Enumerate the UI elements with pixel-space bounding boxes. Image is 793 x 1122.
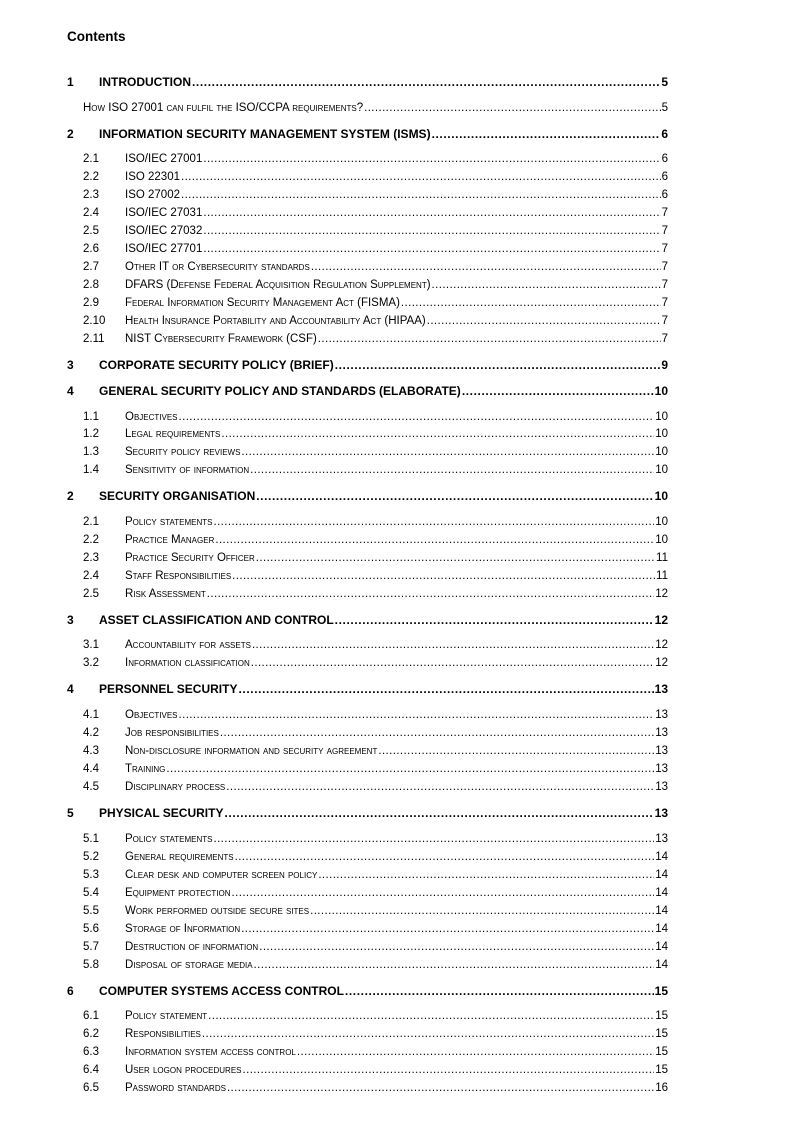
toc-subsection-entry[interactable] <box>83 725 668 741</box>
toc-entry-title: ISO/IEC 27032 <box>125 225 203 237</box>
toc-entry-title: Storage of Information <box>125 923 241 935</box>
toc-dot-leader <box>203 241 660 257</box>
toc-entry-number: 4 <box>67 682 74 696</box>
toc-page-number: 12 <box>655 639 668 651</box>
toc-entry-number: 3.2 <box>83 657 99 669</box>
toc-entry-number: 2.6 <box>83 243 99 255</box>
toc-entry-title: Other IT or Cybersecurity standards <box>125 261 310 273</box>
toc-entry-number: 4.4 <box>83 763 99 775</box>
toc-entry-title: Security policy reviews <box>125 446 241 458</box>
toc-entry-number: 6.2 <box>83 1028 99 1040</box>
toc-page-number: 10 <box>654 384 668 398</box>
toc-subsection-entry[interactable] <box>83 655 668 671</box>
toc-entry-number: 2.11 <box>83 333 105 345</box>
toc-dot-leader <box>243 1062 655 1078</box>
toc-page-number: 15 <box>655 1028 668 1040</box>
toc-entry-number: 2.1 <box>83 516 99 528</box>
toc-dot-leader <box>256 550 655 566</box>
toc-subsection-entry[interactable] <box>83 1026 668 1042</box>
toc-page-number: 11 <box>656 552 668 564</box>
toc-page-number: 14 <box>655 959 668 971</box>
toc-dot-leader <box>241 921 654 937</box>
toc-entry-title: Sensitivity of information <box>125 464 250 476</box>
toc-subsection-entry[interactable] <box>83 885 668 901</box>
toc-entry-title: Password standards <box>125 1082 226 1094</box>
toc-entry-title: ISO/IEC 27031 <box>125 207 203 219</box>
toc-subsection-entry[interactable] <box>83 277 668 293</box>
toc-page-number: 7 <box>661 207 668 219</box>
toc-entry-number: 2.4 <box>83 570 99 582</box>
toc-entry-title: Work performed outside secure sites <box>125 905 310 917</box>
toc-entry-title: Non-disclosure information and security agreement <box>125 745 378 757</box>
toc-entry-number: 3 <box>67 358 74 372</box>
toc-page-number: 14 <box>655 905 668 917</box>
toc-page-number: 14 <box>655 851 668 863</box>
toc-page-number: 13 <box>655 727 668 739</box>
toc-page-number: 7 <box>661 297 668 309</box>
toc-page-number: 5 <box>661 75 668 89</box>
toc-entry-title: NIST Cybersecurity Framework (CSF) <box>125 333 317 345</box>
toc-page-number: 10 <box>655 534 668 546</box>
toc-subsection-entry[interactable] <box>83 1080 668 1096</box>
toc-subsection-entry[interactable] <box>83 295 668 311</box>
toc-entry-title: User logon procedures <box>125 1064 242 1076</box>
toc-dot-leader <box>238 681 653 697</box>
toc-dot-leader <box>179 707 655 723</box>
toc-entry-title: Practice Security Officer <box>125 552 255 564</box>
toc-page-number: 15 <box>654 984 668 998</box>
toc-subsection-entry[interactable] <box>83 313 668 329</box>
toc-entry-title: Information system access control <box>125 1046 296 1058</box>
toc-dot-leader <box>335 357 661 373</box>
toc-page-number: 10 <box>655 464 668 476</box>
toc-subsection-entry[interactable] <box>83 241 668 257</box>
toc-entry-number: 4.1 <box>83 709 99 721</box>
toc-page-number: 10 <box>655 411 668 423</box>
toc-entry-number: 6.1 <box>83 1010 99 1022</box>
toc-entry-number: 2.4 <box>83 207 99 219</box>
toc-page-number: 6 <box>661 171 668 183</box>
toc-entry-number: 2.10 <box>83 315 106 327</box>
toc-page-number: 14 <box>655 941 668 953</box>
toc-dot-leader <box>251 655 654 671</box>
toc-dot-leader <box>297 1044 654 1060</box>
toc-entry-number: 3.1 <box>83 639 99 651</box>
toc-section-entry[interactable] <box>67 74 668 90</box>
toc-entry-title: Clear desk and computer screen policy <box>125 869 318 881</box>
toc-subsection-entry[interactable] <box>83 514 668 530</box>
toc-subsection-entry[interactable] <box>83 259 668 275</box>
toc-page-number: 6 <box>661 127 668 141</box>
toc-subsection-entry[interactable] <box>83 921 668 937</box>
toc-dot-leader <box>427 313 661 329</box>
toc-entry-title: Job responsibilities <box>125 727 219 739</box>
toc-entry-number: 3 <box>67 613 74 627</box>
toc-entry-title: Policy statements <box>125 516 213 528</box>
toc-page-number: 7 <box>661 279 668 291</box>
toc-page-number: 12 <box>655 588 668 600</box>
toc-dot-leader <box>432 277 661 293</box>
toc-dot-leader <box>401 295 661 311</box>
toc-page-number: 13 <box>655 745 668 757</box>
toc-page-number: 13 <box>655 709 668 721</box>
toc-dot-leader <box>208 1008 654 1024</box>
toc-dot-leader <box>207 586 654 602</box>
toc-page-number: 13 <box>654 806 668 820</box>
toc-subsection-entry[interactable] <box>83 331 668 347</box>
toc-entry-number: 2.3 <box>83 189 99 201</box>
toc-section-entry[interactable] <box>67 681 668 697</box>
toc-subsection-entry[interactable] <box>83 743 668 759</box>
toc-entry-title: Federal Information Security Management Act (FISMA) <box>125 297 400 309</box>
toc-entry-title: ISO 27002 <box>125 189 180 201</box>
toc-subsection-entry[interactable] <box>83 637 668 653</box>
toc-page-number: 15 <box>655 1046 668 1058</box>
toc-entry-number: 6.4 <box>83 1064 99 1076</box>
toc-entry-title: COMPUTER SYSTEMS ACCESS CONTROL <box>99 984 344 998</box>
toc-entry-number: 6.5 <box>83 1082 99 1094</box>
toc-entry-number: 5.5 <box>83 905 99 917</box>
toc-page-number: 14 <box>655 869 668 881</box>
toc-page-number: 14 <box>655 923 668 935</box>
toc-entry-number: 2.1 <box>83 153 99 165</box>
toc-entry-number: 2 <box>67 489 74 503</box>
toc-entry-title: ASSET CLASSIFICATION AND CONTROL <box>99 613 334 627</box>
toc-dot-leader <box>213 831 654 847</box>
toc-entry-number: 4.5 <box>83 781 99 793</box>
toc-entry-number: 5.4 <box>83 887 99 899</box>
toc-entry-title: PHYSICAL SECURITY <box>99 806 224 820</box>
toc-subsection-entry[interactable] <box>83 187 668 203</box>
toc-page-number: 16 <box>655 1082 668 1094</box>
toc-entry-number: 1 <box>67 75 74 89</box>
toc-subsection-entry[interactable] <box>83 169 668 185</box>
toc-subsection-entry[interactable] <box>83 1062 668 1078</box>
toc-page-number: 6 <box>661 153 668 165</box>
toc-entry-title: ISO/IEC 27001 <box>125 153 203 165</box>
toc-entry-number: 4 <box>67 384 74 398</box>
toc-dot-leader <box>252 637 654 653</box>
toc-subsection-entry[interactable] <box>83 409 668 425</box>
toc-entry-title: Objectives <box>125 709 178 721</box>
toc-entry-title: CORPORATE SECURITY POLICY (BRIEF) <box>99 358 334 372</box>
toc-dot-leader <box>179 409 655 425</box>
toc-subsection-entry[interactable] <box>83 903 668 919</box>
toc-entry-title: INTRODUCTION <box>99 75 191 89</box>
toc-subsection-entry[interactable] <box>83 1044 668 1060</box>
toc-subsection-entry[interactable] <box>83 462 668 478</box>
toc-dot-leader <box>224 805 653 821</box>
toc-subsection-entry[interactable] <box>83 550 668 566</box>
toc-subsection-entry[interactable] <box>83 957 668 973</box>
toc-dot-leader <box>221 426 654 442</box>
toc-dot-leader <box>213 514 654 530</box>
toc-page-number: 7 <box>661 243 668 255</box>
toc-entry-number: 1.4 <box>83 464 99 476</box>
toc-subsection-entry[interactable] <box>83 761 668 777</box>
toc-entry-number: 2.2 <box>83 534 99 546</box>
toc-subsection-entry[interactable] <box>83 707 668 723</box>
toc-entry-title: Disposal of storage media <box>125 959 253 971</box>
toc-section-entry[interactable] <box>67 805 668 821</box>
toc-dot-leader <box>345 983 654 999</box>
toc-entry-number: 6 <box>67 984 74 998</box>
toc-entry-title: Destruction of information <box>125 941 259 953</box>
toc-page-number: 13 <box>654 682 668 696</box>
toc-entry-title: GENERAL SECURITY POLICY AND STANDARDS (ELABORATE) <box>99 384 461 398</box>
toc-entry-title: Practice Manager <box>125 534 215 546</box>
toc-page-number: 10 <box>655 446 668 458</box>
toc-dot-leader <box>462 383 654 399</box>
toc-page-number: 5 <box>661 102 668 114</box>
toc-entry-title: ISO 22301 <box>125 171 180 183</box>
toc-page-number: 14 <box>655 887 668 899</box>
toc-dot-leader <box>318 331 661 347</box>
toc-page-number: 15 <box>655 1010 668 1022</box>
toc-subsection-entry[interactable] <box>83 939 668 955</box>
toc-dot-leader <box>220 725 654 741</box>
toc-subsection-entry[interactable] <box>83 1008 668 1024</box>
toc-page-number: 10 <box>655 428 668 440</box>
toc-entry-number: 2.5 <box>83 225 99 237</box>
toc-subsection-entry[interactable] <box>83 586 668 602</box>
toc-dot-leader <box>432 126 661 142</box>
toc-entry-title: ISO/IEC 27701 <box>125 243 203 255</box>
toc-entry-title: Equipment protection <box>125 887 231 899</box>
toc-entry-title: Disciplinary process <box>125 781 226 793</box>
toc-entry-number: 2.3 <box>83 552 99 564</box>
toc-dot-leader <box>202 1026 654 1042</box>
toc-entry-number: 5.6 <box>83 923 99 935</box>
toc-dot-leader <box>318 867 654 883</box>
toc-dot-leader <box>203 151 660 167</box>
toc-page-number: 15 <box>655 1064 668 1076</box>
toc-entry-title: Policy statements <box>125 833 213 845</box>
toc-subsection-entry[interactable] <box>83 568 668 584</box>
toc-entry-title: Staff Responsibilities <box>125 570 232 582</box>
toc-entry-number: 1.2 <box>83 428 99 440</box>
toc-entry-number: 5.1 <box>83 833 99 845</box>
toc-dot-leader <box>378 743 654 759</box>
toc-dot-leader <box>250 462 654 478</box>
toc-section-entry[interactable] <box>67 126 668 142</box>
toc-entry-number: 4.2 <box>83 727 99 739</box>
toc-page-number: 10 <box>655 516 668 528</box>
toc-dot-leader <box>364 100 660 116</box>
toc-subsection-entry[interactable] <box>83 205 668 221</box>
toc-entry-title: Responsibilities <box>125 1028 201 1040</box>
toc-page-number: 12 <box>654 613 668 627</box>
toc-page-number: 7 <box>661 333 668 345</box>
toc-entry-number: 1.1 <box>83 411 99 423</box>
toc-entry-title: SECURITY ORGANISATION <box>99 489 256 503</box>
toc-subsection-entry[interactable] <box>83 444 668 460</box>
toc-subsection-entry[interactable] <box>83 426 668 442</box>
toc-page-number: 7 <box>661 225 668 237</box>
toc-section-entry[interactable] <box>67 357 668 373</box>
toc-dot-leader <box>241 444 654 460</box>
toc-entry-title: How ISO 27001 can fulfil the ISO/CCPA requirements? <box>83 102 364 114</box>
toc-page-number: 10 <box>654 489 668 503</box>
toc-dot-leader <box>232 568 655 584</box>
toc-entry-number: 2.7 <box>83 261 99 273</box>
toc-entry-title: Accountability for assets <box>125 639 251 651</box>
toc-entry-title: PERSONNEL SECURITY <box>99 682 238 696</box>
toc-entry-title: Risk Assessment <box>125 588 206 600</box>
toc-entry-title: General requirements <box>125 851 234 863</box>
toc-dot-leader <box>215 532 654 548</box>
toc-page-number: 9 <box>661 358 668 372</box>
toc-dot-leader <box>203 223 660 239</box>
toc-dot-leader <box>335 612 654 628</box>
toc-dot-leader <box>226 779 654 795</box>
toc-subsection-entry[interactable] <box>83 223 668 239</box>
toc-section-entry[interactable] <box>67 983 668 999</box>
toc-subsection-entry[interactable] <box>83 151 668 167</box>
toc-subsection-entry[interactable] <box>83 831 668 847</box>
toc-section-entry[interactable] <box>67 488 668 504</box>
toc-page-number: 7 <box>661 315 668 327</box>
toc-dot-leader <box>235 849 655 865</box>
toc-page-number: 13 <box>655 763 668 775</box>
toc-dot-leader <box>256 488 653 504</box>
toc-entry-number: 4.3 <box>83 745 99 757</box>
toc-entry-title: Training <box>125 763 166 775</box>
toc-dot-leader <box>192 74 660 90</box>
toc-page-number: 13 <box>655 833 668 845</box>
toc-entry-title: Information classification <box>125 657 250 669</box>
toc-page-number: 6 <box>661 189 668 201</box>
toc-subsection-entry[interactable] <box>83 867 668 883</box>
toc-subsection-entry[interactable] <box>83 100 668 116</box>
toc-dot-leader <box>227 1080 654 1096</box>
toc-section-entry[interactable] <box>67 383 668 399</box>
toc-entry-number: 5 <box>67 806 74 820</box>
toc-entry-number: 5.8 <box>83 959 99 971</box>
toc-subsection-entry[interactable] <box>83 779 668 795</box>
toc-dot-leader <box>311 259 661 275</box>
toc-heading: Contents <box>67 29 126 44</box>
toc-entry-number: 5.2 <box>83 851 99 863</box>
toc-dot-leader <box>254 957 655 973</box>
toc-page-number: 13 <box>655 781 668 793</box>
toc-page-number: 11 <box>656 570 668 582</box>
toc-dot-leader <box>181 169 661 185</box>
toc-subsection-entry[interactable] <box>83 532 668 548</box>
toc-dot-leader <box>259 939 654 955</box>
toc-entry-number: 5.7 <box>83 941 99 953</box>
toc-dot-leader <box>232 885 655 901</box>
toc-page-number: 7 <box>661 261 668 273</box>
toc-page-number: 12 <box>655 657 668 669</box>
toc-entry-title: INFORMATION SECURITY MANAGEMENT SYSTEM (ISMS) <box>99 127 431 141</box>
toc-entry-number: 6.3 <box>83 1046 99 1058</box>
toc-entry-number: 2.9 <box>83 297 99 309</box>
toc-entry-number: 2.5 <box>83 588 99 600</box>
toc-dot-leader <box>181 187 661 203</box>
toc-entry-title: Health Insurance Portability and Accountability Act (HIPAA) <box>125 315 426 327</box>
toc-subsection-entry[interactable] <box>83 849 668 865</box>
toc-entry-number: 2.8 <box>83 279 99 291</box>
toc-entry-number: 2.2 <box>83 171 99 183</box>
toc-entry-title: Legal requirements <box>125 428 221 440</box>
toc-entry-title: Objectives <box>125 411 178 423</box>
toc-entry-number: 1.3 <box>83 446 99 458</box>
toc-entry-title: Policy statement <box>125 1010 208 1022</box>
toc-dot-leader <box>310 903 654 919</box>
toc-dot-leader <box>166 761 654 777</box>
toc-entry-number: 2 <box>67 127 74 141</box>
toc-entry-number: 5.3 <box>83 869 99 881</box>
toc-section-entry[interactable] <box>67 612 668 628</box>
toc-entry-title: DFARS (Defense Federal Acquisition Regulation Supplement) <box>125 279 431 291</box>
toc-dot-leader <box>203 205 660 221</box>
